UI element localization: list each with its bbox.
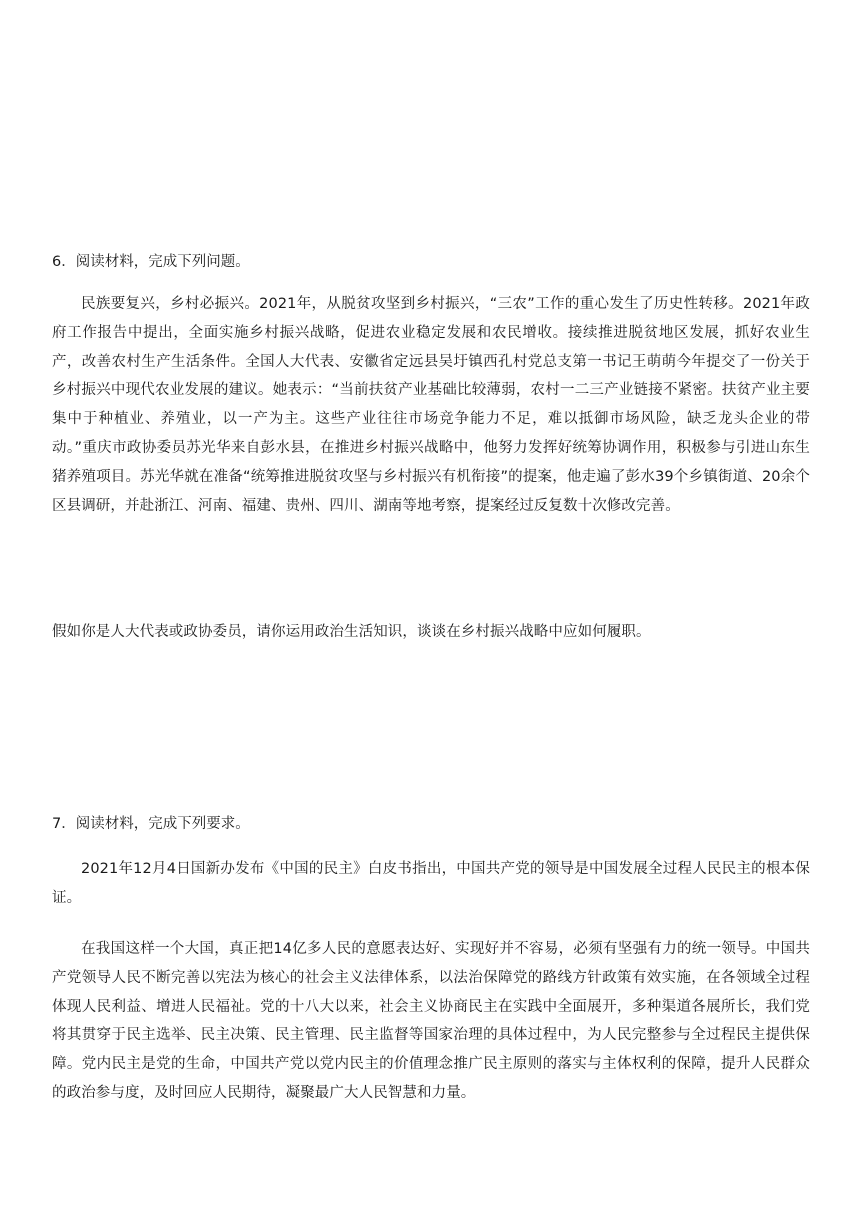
question-7-heading: 7．阅读材料，完成下列要求。 [52,816,250,832]
question-6-heading: 6．阅读材料，完成下列问题。 [52,254,250,270]
question-6-prompt: 假如你是人大代表或政协委员，请你运用政治生活知识，谈谈在乡村振兴战略中应如何履职。 [52,624,651,640]
question-7-material-paragraph: 在我国这样一个大国，真正把14亿多人民的意愿表达好、实现好并不容易，必须有坚强有力的统一领导。中国共产党领导人民不断完善以宪法为核心的社会主义法律体系，以法治保障党的路线方针政策有效实施，在各领域全过程体现人民利益、增进人民福祉。党的十八大以来，社会主义协商民主在实践中全面展开，多种渠道各展所长，我们党将其贯穿于民主选举、民主决策、民主管理、民主监督等国家治理的具体过程中，为人民完整参与全过程民主提供保障。党内民主是党的生命，中国共产党以党内民主的价值理念推广民主原则的落实与主体权利的保障，提升人民群众的政治参与度，及时回应人民期待，凝聚最广大人民智慧和力量。 [52,941,810,1101]
question-7-material-paragraph: 2021年12月4日国新办发布《中国的民主》白皮书指出，中国共产党的领导是中国发展全过程人民民主的根本保证。 [52,861,810,906]
question-6-material: 民族要复兴，乡村必振兴。2021年，从脱贫攻坚到乡村振兴，“三农”工作的重心发生了历史性转移。2021年政府工作报告中提出，全面实施乡村振兴战略，促进农业稳定发展和农民增收。接续推进脱贫地区发展，抓好农业生产，改善农村生产生活条件。全国人大代表、安徽省定远县吴圩镇西孔村党总支第一书记王萌萌今年提交了一份关于乡村振兴中现代农业发展的建议。她表示：“当前扶贫产业基础比较薄弱，农村一二三产业链接不紧密。扶贫产业主要集中于种植业、养殖业，以一产为主。这些产业往往市场竞争能力不足，难以抵御市场风险，缺乏龙头企业的带动。”重庆市政协委员苏光华来自彭水县，在推进乡村振兴战略中，他努力发挥好统筹协调作用，积极参与引进山东生猪养殖项目。苏光华就在准备“统筹推进脱贫攻坚与乡村振兴有机衔接”的提案，他走遍了彭水39个乡镇街道、20余个区县调研，并赴浙江、河南、福建、贵州、四川、湖南等地考察，提案经过反复数十次修改完善。 [52,296,810,514]
